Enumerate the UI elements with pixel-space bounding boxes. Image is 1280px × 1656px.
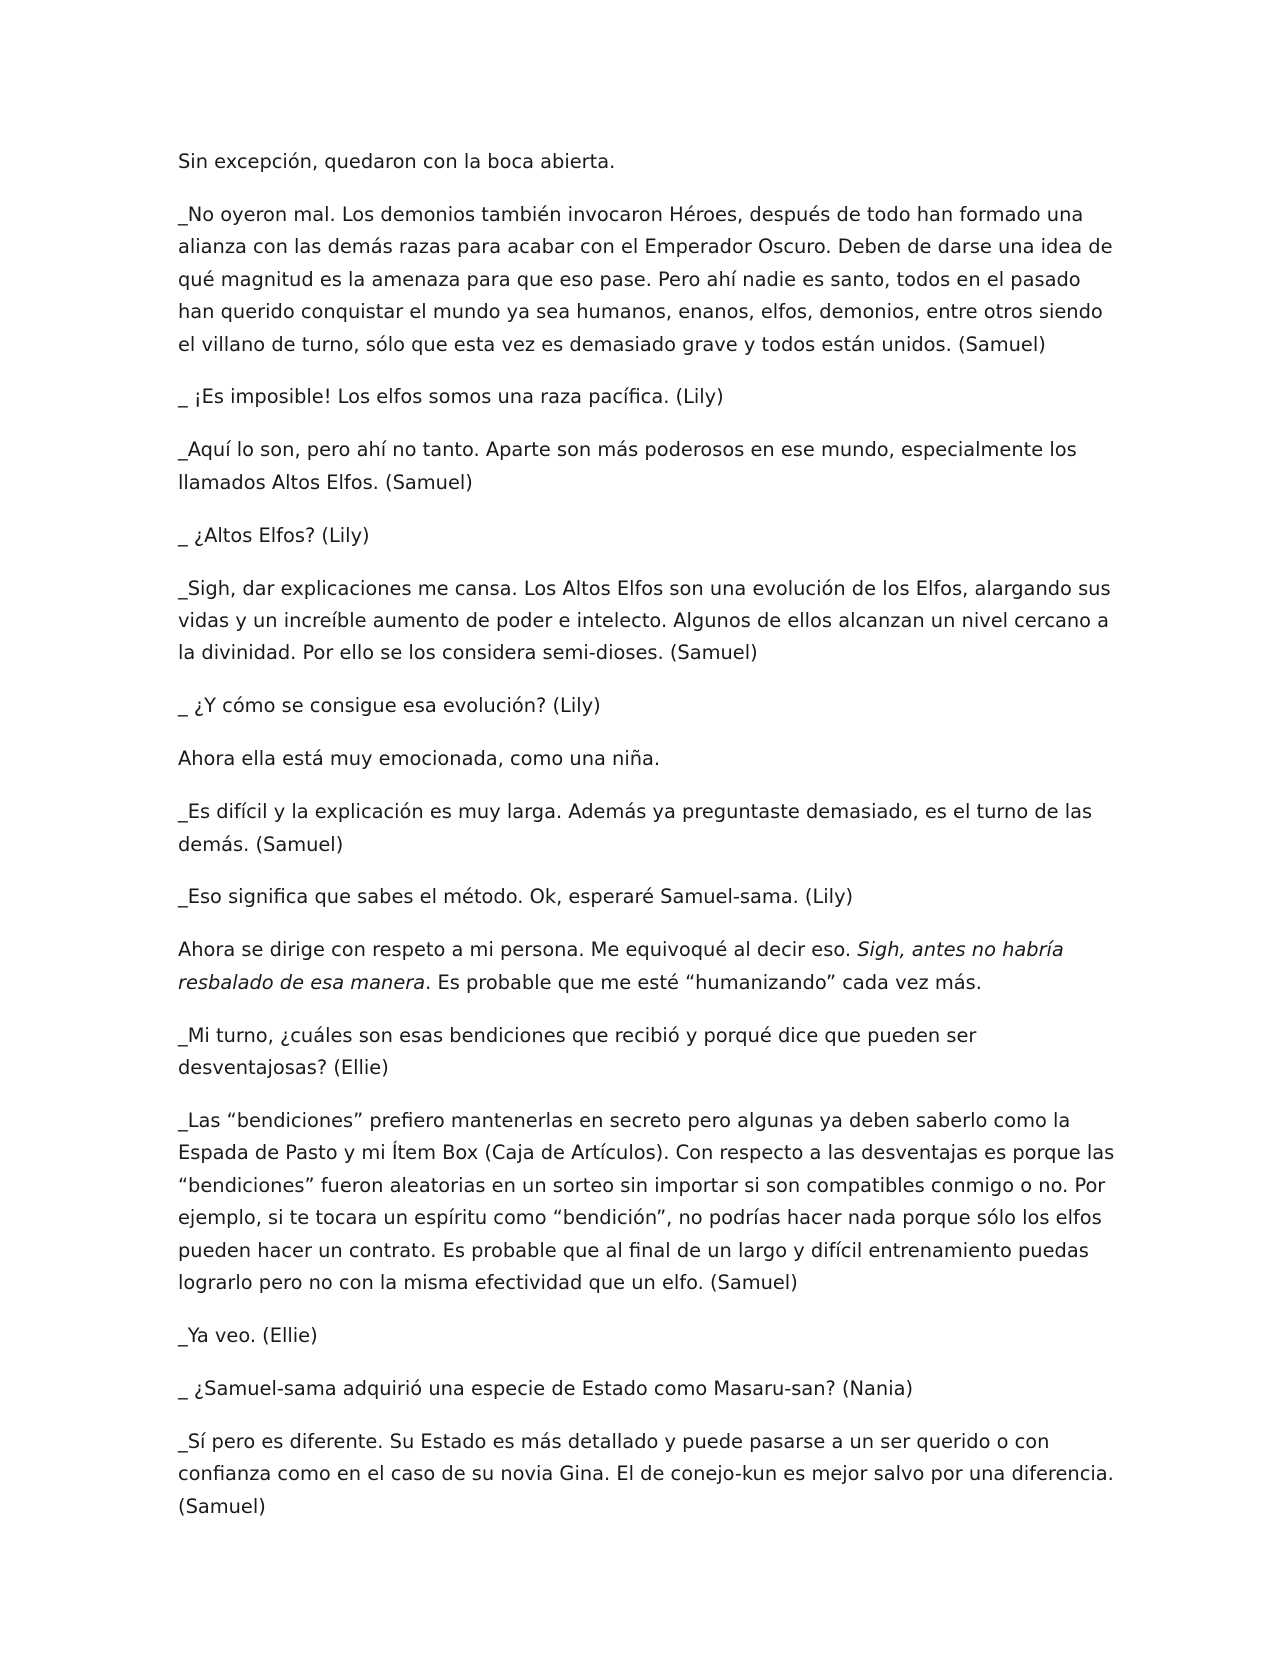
paragraph: _ ¿Altos Elfos? (Lily) [178,523,370,547]
paragraph: Sin excepción, quedaron con la boca abierta. [178,150,616,173]
paragraph: _Es difícil y la explicación es muy larga. Además ya preguntaste demasiado, es el turno de las demás. (Samuel) [178,800,1093,856]
paragraph-mixed [178,934,1118,999]
paragraph: _Ya veo. (Ellie) [178,1323,318,1347]
paragraph: _Mi turno, ¿cuáles son esas bendiciones que recibió y porqué dice que pueden ser desventajosas? (Ellie) [178,1023,977,1080]
document-page [178,146,1118,1543]
paragraph: _Aquí lo son, pero ahí no tanto. Aparte son más poderosos en ese mundo, especialmente los llamados Altos Elfos. (Samuel) [178,438,1077,494]
paragraph: _ ¿Y cómo se consigue esa evolución? (Lily) [178,694,601,718]
paragraph: _Sí pero es diferente. Su Estado es más detallado y puede pasarse a un ser querido o con confianza como en el caso de su novia Gina. El de conejo-kun es mejor salvo por una diferencia. (Samuel) [178,1429,1114,1518]
paragraph: _No oyeron mal. Los demonios también invocaron Héroes, después de todo han formado una alianza con las demás razas para acabar con el Emperador Oscuro. Deben de darse una idea de qué magnitud es la amenaza para que eso pase. Pero ahí nadie es santo, todos en el pasado han querido conquistar el mundo ya sea humanos, enanos, elfos, demonios, entre otros siendo el villano de turno, sólo que esta vez es demasiado grave y todos están unidos. (Samuel) [178,202,1113,356]
paragraph: _ ¡Es imposible! Los elfos somos una raza pacífica. (Lily) [178,385,724,409]
paragraph: _Eso significa que sabes el método. Ok, esperaré Samuel-sama. (Lily) [178,885,854,909]
paragraph: _Sigh, dar explicaciones me cansa. Los Altos Elfos son una evolución de los Elfos, alargando sus vidas y un increíble aumento de poder e intelecto. Algunos de ellos alcanzan un nivel cercano a la divinidad. Por ello se los considera semi-dioses. (Samuel) [178,576,1111,665]
paragraph: _ ¿Samuel-sama adquirió una especie de Estado como Masaru-san? (Nania) [178,1376,914,1400]
text-span: . Es probable que me esté “humanizando” cada vez más. [425,970,982,994]
paragraph: Ahora ella está muy emocionada, como una niña. [178,747,661,771]
paragraph: _Las “bendiciones” prefiero mantenerlas en secreto pero algunas ya deben saberlo como la Espada de Pasto y mi Ítem Box (Caja de Artículos). Con respecto a las desventajas es porque las “bendiciones” fueron aleatorias en un sorteo sin importar si son compatibles conmigo o no. Por ejemplo, si te tocara un espíritu como “bendición”, no podrías hacer nada porque sólo los elfos pueden hacer un contrato. Es probable que al final de un largo y difícil entrenamiento puedas lograrlo pero no con la misma efectividad que un elfo. (Samuel) [178,1108,1115,1294]
italic-thought: Sigh, antes no habría resbalado de esa manera [178,938,1064,994]
text-span: Ahora se dirige con respeto a mi persona. Me equivoqué al decir eso. [178,938,858,962]
